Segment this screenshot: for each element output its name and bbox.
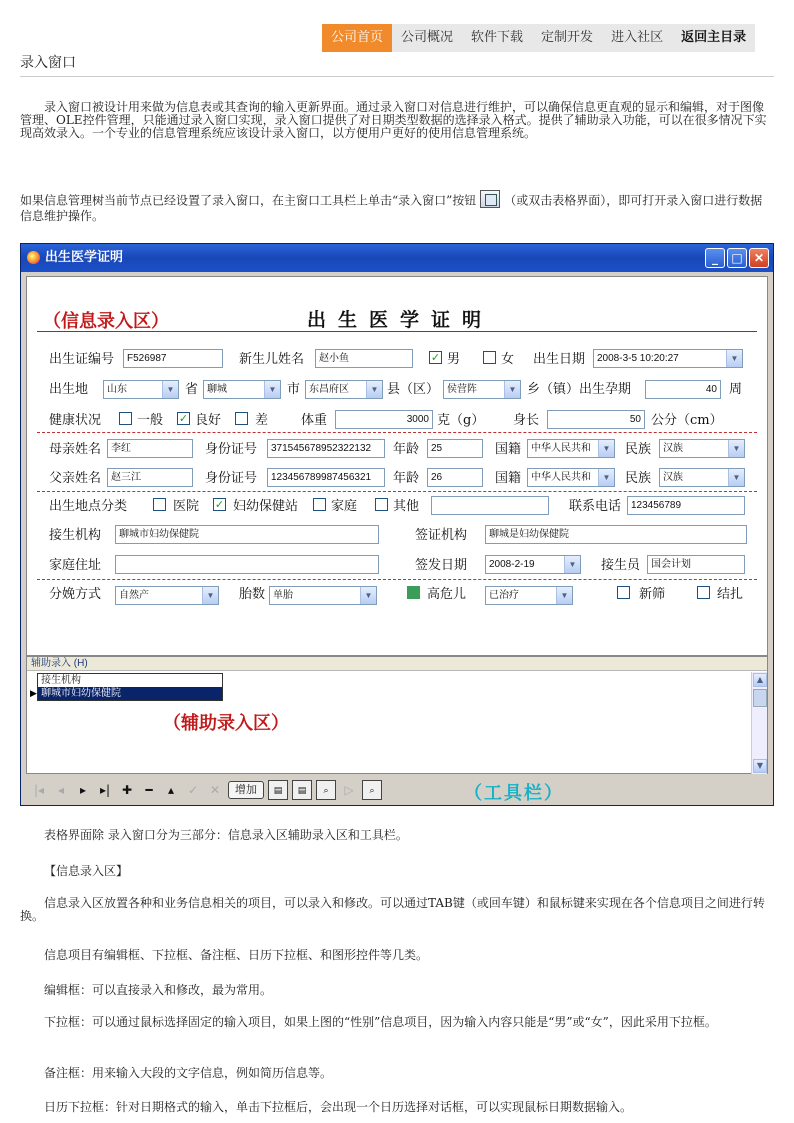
issue-date-value: 2008-2-19 (489, 559, 535, 570)
other-checkbox[interactable] (375, 498, 388, 511)
high-risk-label: 高危儿 (427, 587, 467, 602)
city-label: 市 (287, 382, 301, 397)
aux-area-label: （辅助录入区） (163, 713, 289, 734)
ligation-checkbox[interactable] (697, 586, 710, 599)
close-icon[interactable]: ✕ (749, 248, 769, 268)
chevron-down-icon[interactable]: ▼ (504, 381, 520, 398)
chevron-down-icon[interactable]: ▼ (728, 469, 744, 486)
body-paragraph-6: 信息项目有编辑框、下拉框、备注框、日历下拉框、和图形控件等几类。 (44, 948, 429, 962)
query-icon[interactable]: ⌕ (362, 780, 382, 800)
gram-label: 克（g） (437, 413, 485, 428)
province-label: 省 (185, 382, 199, 397)
father-age-label: 年龄 (393, 471, 420, 486)
screening-label: 新筛 (639, 587, 666, 602)
mother-ethnic-select[interactable] (659, 439, 745, 458)
run-icon[interactable]: ▷ (344, 783, 354, 797)
baby-name-label: 新生儿姓名 (239, 352, 305, 367)
phone-label: 联系电话 (569, 499, 622, 514)
section-divider (37, 579, 757, 580)
body-paragraph-7: 编辑框：可以直接录入和修改，最为常用。 (44, 983, 273, 997)
record-toolbar (26, 777, 768, 803)
township-select[interactable] (443, 380, 521, 399)
other-place-field[interactable] (431, 496, 549, 515)
mother-name-field[interactable]: 李红 (107, 439, 193, 458)
body-paragraph-10: 日历下拉框：针对日期格式的输入，单击下拉框后，会出现一个日历选择对话框，可以实现鼠标日期数据输入。 (44, 1100, 633, 1114)
cancel-record-icon[interactable]: ✕ (209, 783, 221, 797)
hospital-label: 医院 (173, 499, 200, 514)
section-divider (37, 432, 757, 433)
minimize-icon[interactable]: _ (705, 248, 725, 268)
info-area-label: （信息录入区） (43, 311, 169, 332)
edit-record-icon[interactable]: ▴ (167, 783, 175, 797)
intro-paragraph-2 (20, 192, 774, 223)
scroll-thumb[interactable] (753, 689, 767, 707)
mother-ethnic-value: 汉族 (663, 443, 683, 454)
county-label: 县（区） (387, 382, 440, 397)
county-select[interactable] (305, 380, 383, 399)
aux-scrollbar[interactable] (751, 672, 767, 774)
app-logo-icon (27, 251, 40, 264)
chevron-down-icon[interactable]: ▼ (162, 381, 178, 398)
first-record-icon[interactable]: |◂ (33, 783, 45, 797)
print-preview-icon[interactable]: ▤ (292, 780, 312, 800)
mch-label: 妇幼保健站 (233, 499, 299, 514)
father-name-field[interactable]: 赵三江 (107, 468, 193, 487)
mother-ethnic-label: 民族 (625, 442, 652, 457)
body-paragraph-8: 下拉框：可以通过鼠标选择固定的输入项目，如果上图的“性别”信息项目，因为输入内容只能是“男”或“女”，因此采用下拉框。 (44, 1015, 717, 1029)
issue-date-label: 签发日期 (415, 558, 468, 573)
chevron-down-icon[interactable]: ▼ (564, 556, 580, 573)
birthplace-label: 出生地 (49, 382, 89, 397)
print-icon[interactable]: ▤ (268, 780, 288, 800)
baby-name-field[interactable]: 赵小鱼 (315, 349, 413, 368)
parity-label: 胎数 (239, 587, 266, 602)
entry-window-screenshot (20, 243, 774, 806)
mother-id-label: 身份证号 (205, 442, 258, 457)
father-ethnic-value: 汉族 (663, 472, 683, 483)
health-normal-checkbox[interactable] (119, 412, 132, 425)
father-ethnic-label: 民族 (625, 471, 652, 486)
father-name-label: 父亲姓名 (49, 471, 102, 486)
home-label: 家庭 (331, 499, 358, 514)
male-checkbox[interactable]: ✓ (430, 351, 441, 364)
aux-list-item[interactable]: 聊城市妇幼保健院 (38, 687, 222, 700)
father-ethnic-select[interactable] (659, 468, 745, 487)
parity-value: 单胎 (273, 590, 293, 601)
health-good-checkbox[interactable]: ✓ (178, 412, 189, 425)
home-checkbox[interactable] (313, 498, 326, 511)
city-value: 聊城 (207, 384, 227, 395)
county-value: 东昌府区 (309, 384, 349, 395)
midwife-org-field[interactable]: 聊城市妇幼保健院 (115, 525, 379, 544)
male-label: 男 (447, 352, 461, 367)
health-poor-label: 差 (255, 413, 269, 428)
last-record-icon[interactable]: ▸| (99, 783, 111, 797)
length-label: 身长 (513, 413, 540, 428)
midwife-field[interactable]: 国会计划 (647, 555, 745, 574)
midwife-org-label: 接生机构 (49, 528, 102, 543)
chevron-down-icon[interactable]: ▼ (726, 350, 742, 367)
add-record-icon[interactable]: ✚ (121, 783, 133, 797)
cm-label: 公分（cm） (651, 413, 723, 428)
township-label: 乡（镇）出生孕期 (527, 382, 632, 397)
week-label: 周 (729, 382, 743, 397)
gestation-weeks-field[interactable]: 40 (645, 380, 721, 399)
nav-about[interactable]: 公司概况 (401, 30, 454, 45)
mother-nationality-label: 国籍 (495, 442, 522, 457)
scroll-down-icon[interactable]: ▼ (753, 759, 767, 773)
intro-paragraph-1: 录入窗口被设计用来做为信息表或其查询的输入更新界面。通过录入窗口对信息进行维护，可以确保信息更直观的显示和编辑，对于图像管理、OLE控件管理，只能通过录入窗口实现，录入窗口提供了对日期类型数据的选择录入格式。提供了辅助录入功能，可以在很多情况下实现高效录入。一个专业的信息管理系统应该设计录入窗口，以方便用户更好的使用信息管理系统。 (20, 100, 767, 140)
nav-community[interactable]: 进入社区 (611, 30, 664, 45)
mother-name-label: 母亲姓名 (49, 442, 102, 457)
high-risk-checkbox[interactable] (407, 586, 420, 599)
intro-p2-before: 如果信息管理树当前节点已经设置了录入窗口，在主窗口工具栏上单击“录入窗口”按钮 (20, 193, 477, 208)
father-id-label: 身份证号 (205, 471, 258, 486)
city-select[interactable] (203, 380, 281, 399)
scroll-up-icon[interactable]: ▲ (753, 673, 767, 687)
province-select[interactable] (103, 380, 179, 399)
info-entry-area (26, 276, 768, 656)
chevron-down-icon[interactable]: ▼ (264, 381, 280, 398)
chevron-down-icon[interactable]: ▼ (598, 469, 614, 486)
female-checkbox[interactable] (483, 351, 496, 364)
delete-record-icon[interactable]: ━ (145, 783, 153, 797)
father-nationality-label: 国籍 (495, 471, 522, 486)
mother-age-field[interactable]: 25 (427, 439, 483, 458)
other-label: 其他 (393, 499, 420, 514)
cert-no-label: 出生证编号 (49, 352, 115, 367)
add-button[interactable]: 增加 (228, 781, 264, 799)
place-class-label: 出生地点分类 (49, 499, 128, 514)
body-paragraph-3: 表格界面除 录入窗口分为三部分：信息录入区辅助录入区和工具栏。 (44, 828, 408, 842)
phone-field[interactable]: 123456789 (627, 496, 745, 515)
maximize-icon[interactable]: □ (727, 248, 747, 268)
window-controls (705, 248, 769, 268)
father-age-field[interactable]: 26 (427, 468, 483, 487)
nav-custom-dev[interactable]: 定制开发 (541, 30, 594, 45)
chevron-down-icon[interactable]: ▼ (728, 440, 744, 457)
body-paragraph-5: 信息录入区放置各种和业务信息相关的项目，可以录入和修改。可以通过TAB键（或回车键）和鼠标键来实现在各个信息项目之间进行转换。 (20, 896, 765, 923)
birth-date-label: 出生日期 (533, 352, 586, 367)
parity-select[interactable] (269, 586, 377, 605)
form-title: 出生医学证明 (307, 309, 494, 331)
birth-date-value: 2008-3-5 10:20:27 (597, 353, 679, 364)
aux-list[interactable] (37, 673, 223, 701)
intro-p2-after: （或双击表格界面），即可打开录入窗口进行数据信息维护操作。 (20, 193, 763, 223)
township-value: 侯营阵 (447, 384, 477, 395)
father-nationality-select[interactable] (527, 468, 615, 487)
nav-main-menu[interactable]: 返回主目录 (681, 30, 747, 45)
father-id-field[interactable]: 123456789987456321 (267, 468, 385, 487)
midwife-label: 接生员 (601, 558, 641, 573)
chevron-down-icon[interactable]: ▼ (556, 587, 572, 604)
risk-status-value: 已治疗 (489, 590, 519, 601)
window-titlebar (21, 244, 773, 272)
body-section-heading: 【信息录入区】 (44, 864, 129, 878)
address-label: 家庭住址 (49, 558, 102, 573)
nav-home[interactable]: 公司首页 (322, 24, 392, 52)
issue-date-picker[interactable] (485, 555, 581, 574)
health-good-label: 良好 (195, 413, 222, 428)
birth-date-picker[interactable] (593, 349, 743, 368)
toolbar-area-label: （工具栏） (464, 783, 564, 804)
page-title: 录入窗口 (20, 55, 76, 71)
female-label: 女 (501, 352, 515, 367)
chevron-down-icon[interactable]: ▼ (360, 587, 376, 604)
delivery-label: 分娩方式 (49, 587, 102, 602)
health-normal-label: 一般 (137, 413, 164, 428)
mother-nationality-value: 中华人民共和 (531, 443, 591, 454)
next-record-icon[interactable]: ▸ (79, 783, 87, 797)
ligation-label: 结扎 (717, 587, 744, 602)
top-nav (322, 24, 755, 52)
aux-entry-area (26, 656, 768, 774)
mother-id-field[interactable]: 371545678952322132 (267, 439, 385, 458)
weight-field[interactable]: 3000 (335, 410, 433, 429)
cert-no-field[interactable]: F526987 (123, 349, 223, 368)
window-title: 出生医学证明 (45, 250, 124, 265)
search-icon[interactable]: ⌕ (316, 780, 336, 800)
father-nationality-value: 中华人民共和 (531, 472, 591, 483)
issuer-label: 签证机构 (415, 528, 468, 543)
aux-list-item[interactable]: 接生机构 (41, 675, 81, 686)
delivery-value: 自然产 (119, 590, 149, 601)
address-field[interactable] (115, 555, 379, 574)
post-record-icon[interactable]: ✓ (187, 783, 199, 797)
body-paragraph-9: 备注框：用来输入大段的文字信息，例如简历信息等。 (44, 1066, 333, 1080)
delivery-select[interactable] (115, 586, 219, 605)
mch-checkbox[interactable]: ✓ (214, 498, 225, 511)
nav-download[interactable]: 软件下载 (471, 30, 524, 45)
risk-status-select[interactable] (485, 586, 573, 605)
chevron-down-icon[interactable]: ▼ (202, 587, 218, 604)
row-pointer-icon: ▶ (30, 689, 37, 699)
health-poor-checkbox[interactable] (235, 412, 248, 425)
section-divider (37, 491, 757, 492)
aux-header[interactable]: 辅助录入 (H) (27, 657, 767, 671)
chevron-down-icon[interactable]: ▼ (366, 381, 382, 398)
entry-window-icon (480, 190, 500, 208)
length-field[interactable]: 50 (547, 410, 645, 429)
health-label: 健康状况 (49, 413, 102, 428)
province-value: 山东 (107, 384, 127, 395)
weight-label: 体重 (301, 413, 328, 428)
issuer-field[interactable]: 聊城是妇幼保健院 (485, 525, 747, 544)
hospital-checkbox[interactable] (153, 498, 166, 511)
mother-nationality-select[interactable] (527, 439, 615, 458)
prev-record-icon[interactable]: ◂ (57, 783, 65, 797)
chevron-down-icon[interactable]: ▼ (598, 440, 614, 457)
screening-checkbox[interactable] (617, 586, 630, 599)
title-divider (20, 76, 774, 77)
mother-age-label: 年龄 (393, 442, 420, 457)
title-underline (37, 331, 757, 332)
